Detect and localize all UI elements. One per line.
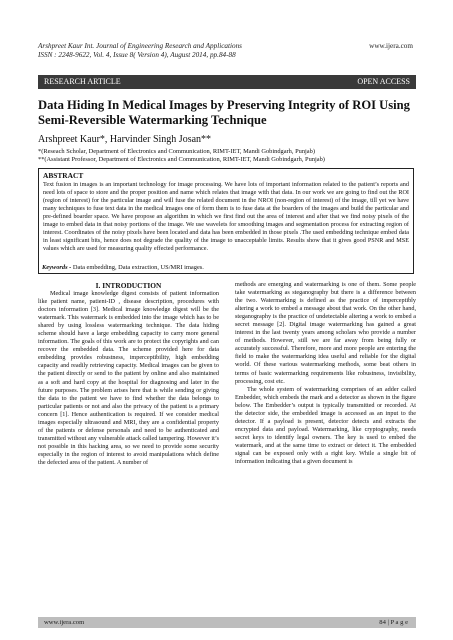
- section-heading: I. INTRODUCTION: [95, 281, 162, 290]
- journal-citation: Arshpreet Kaur Int. Journal of Engineering Research and Applications: [38, 42, 242, 50]
- intro-paragraph-3: The whole system of watermarking comprises of an adder called Embedder, which embeds the mark and a detector as shown in the figure below. The Embedder’s output is typically transmitted or recorded. At the detector side, the embedded image is accessed as an input to the detector. If a payload is present, detector detects and extracts the encrypted data and payload. Watermarking, like cryptography, needs secret keys to identify legal owners. The key is used to embed the watermark, and at the same time to extract or detect it. The embedded signal can be exposed only with a right key. While a single bit of information indicating that a given document is: [235, 385, 416, 466]
- page-number: 84 | P a g e: [379, 618, 408, 626]
- paper-authors: Arshpreet Kaur*, Harvinder Singh Josan**: [38, 134, 212, 145]
- journal-url[interactable]: www.ijera.com: [369, 42, 413, 50]
- intro-paragraph-1: Medical image knowledge digest consists of patient information like patient name, patient-ID , disease description, procedures with doctors information [3]. Medical image knowledge digest will be the watermark. This watermark is embedded into the image which has to be shared by using lossless watermarking technique. The data hiding scheme should have a large embedding capacity to carry more general information. The goals of this work are to protect the copyrights and can recover the embedded data. The scheme provided here for data embedding provides robustness, imperceptibility, high embedding capacity and readily retrieving capacity. Medical images can be given to the patient directly or send to the patient by online and also maintained as a soft and hard copy at the hospital for diagnosing and later in the future purposes. The problem arises here that is while sending or giving the data to the patient we have to find whether the data belongs to particular patients or not and also the privacy of the patient is a primary concern [1]. Hence authentication is required. If we consider medical images especially ultrasound and MRI, they are a confidential property of the patients or defense personals and need to be authenticated and transmitted without any vulnerable attack called tampering. However it’s not possible in this hacking area, so we need to provide some security especially in the region of interest to avoid manipulations which define the defected area of the patient. A number of: [38, 290, 219, 466]
- author-affiliation-2: **(Assistant Professor, Department of Electronics and Communication, RIMT-IET, Mandi Gobindgarh, Punjab): [38, 156, 325, 163]
- page-footer: [38, 617, 416, 628]
- left-column: [38, 281, 219, 467]
- author-affiliation-1: *(Reseach Scholar, Department of Electronics and Communication, RIMT-IET, Mandi Gobindgarh, Punjab): [38, 148, 315, 155]
- right-column: [235, 281, 416, 466]
- article-banner: [38, 75, 416, 89]
- paper-title: Data Hiding In Medical Images by Preserving Integrity of ROI Using Semi-Reversible Watermarking Technique: [38, 98, 410, 127]
- keywords-line: [42, 264, 204, 271]
- abstract-text: Text fusion in images is an important technology for image processing. We have lots of important information related to the patient’s reports and need lots of space to store and the proper position and name which relates that image with that data. In our work we are going to find out the ROI (region of interest) for the particular image and will fuse the related document in the NROI (non-region of interest) of the image, till yet we have many techniques to fuse text data in the medical images one of form them is to fuse data at the boarders of the images and build the particular and pre-defined boarder space. We have propose an algorithm in which we first find out the area of interest and after that we find noisy pixels of the image to embed data in that noisy portions of the image. We use wavelets for smoothing images and segmentation process for extracting region of interest. Coordinates of the noisy pixels have been located and data has been embedded in those pixels .The used embedding technique embed data in least significant bits, hence does not degrade the quality of the image to unacceptable limits. Results show that it gives good PSNR and MSE values which are used for measuring quality effected performance.: [43, 181, 409, 253]
- footer-url[interactable]: www.ijera.com: [44, 618, 85, 626]
- article-type-label: RESEARCH ARTICLE: [44, 77, 121, 86]
- journal-issn: ISSN : 2248-9622, Vol. 4, Issue 8( Version 4), August 2014, pp.84-88: [38, 51, 236, 59]
- intro-paragraph-2: methods are emerging and watermarking is one of them. Some people take watermarking as steganography but there is a difference between the two. Watermarking is defined as the practice of imperceptibly altering a work to embed a message about that work. On the other hand, steganography is the practice of undetectable altering a work to embed a secret message [2]. Digital image watermarking has gained a great interest in the last twenty years among scholars who provide a number of methods. However, still we are far away from being fully or accurately successful. Therefore, more and more people are entering the field to make the watermarking idea useful and reliable for the digital world. Of these various watermarking methods, some beat others in terms of basic watermarking requirements like robustness, invisibility, processing, cost etc.: [235, 281, 416, 385]
- keywords-label: Keywords -: [42, 264, 72, 271]
- open-access-label: OPEN ACCESS: [357, 77, 410, 86]
- abstract-heading: ABSTRACT: [43, 171, 84, 180]
- abstract-box: [38, 168, 414, 274]
- keywords-text: Data embedding, Data extraction, US/MRI images.: [71, 264, 204, 271]
